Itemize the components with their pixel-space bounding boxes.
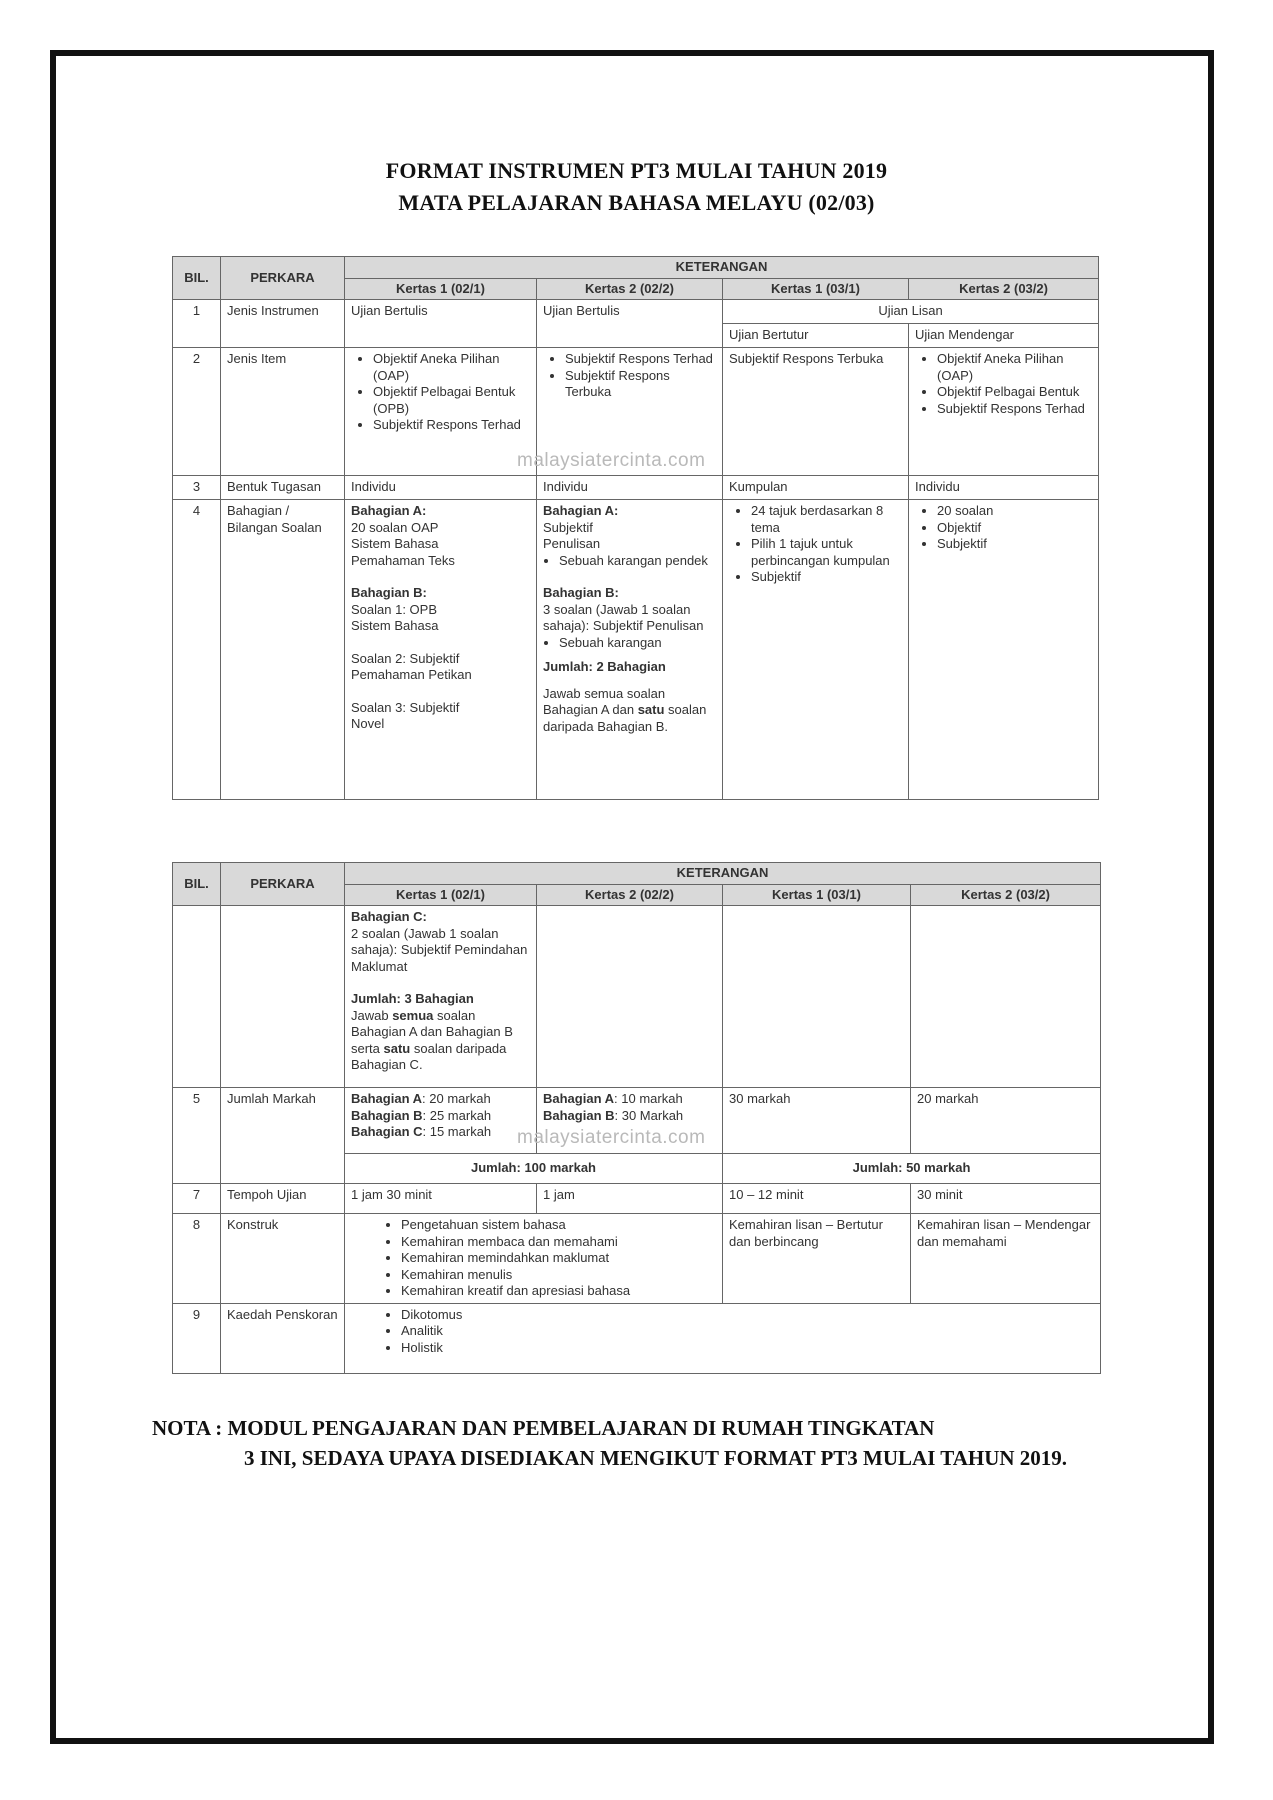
list-item: • Holistik: [401, 1340, 1094, 1357]
header-bil: BIL.: [173, 257, 221, 300]
row-9-perkara: Kaedah Penskoran: [221, 1303, 345, 1373]
list-item: • Dikotomus: [401, 1307, 1094, 1324]
text-line: Bahagian B: 30 Markah: [543, 1107, 684, 1123]
text-line: Bahagian B: 25 markah: [351, 1107, 492, 1123]
nota-note: [152, 1413, 1118, 1473]
row-1-kertas-2: Ujian Bertulis: [537, 300, 723, 348]
list-item: • Subjektif Respons Terhad: [937, 401, 1092, 418]
row-1-bil: 1: [173, 300, 221, 348]
row-4-perkara: Bahagian / Bilangan Soalan: [221, 500, 345, 800]
text-line: Subjektif: [543, 519, 593, 535]
list-item: • Objektif: [937, 520, 1092, 537]
row-5-kertas-1-03: 30 markah: [723, 1088, 911, 1154]
bahagian-b-heading: Bahagian B:: [351, 585, 427, 600]
list-item: • Subjektif: [751, 569, 902, 586]
row-8-kertas-1-03: Kemahiran lisan – Bertutur dan berbincang: [723, 1214, 911, 1304]
row-8-perkara: Konstruk: [221, 1214, 345, 1304]
text-line: Penulisan: [543, 536, 601, 551]
list-item: • Objektif Pelbagai Bentuk (OPB): [373, 384, 530, 417]
text-line: Soalan 3: Subjektif: [351, 699, 460, 715]
row-8-kertas-2-03: Kemahiran lisan – Mendengar dan memahami: [911, 1214, 1101, 1304]
bahagian-c-heading: Bahagian C:: [351, 909, 427, 924]
row-5-bil: 5: [173, 1088, 221, 1184]
row-5-total-03: Jumlah: 50 markah: [723, 1154, 1101, 1184]
document-subtitle: MATA PELAJARAN BAHASA MELAYU (02/03): [398, 190, 875, 215]
row-3-bil: 3: [173, 476, 221, 500]
list-item: • Sebuah karangan pendek: [559, 553, 716, 570]
row-4-kertas-2-03: [909, 500, 1099, 800]
header-keterangan: KETERANGAN: [345, 863, 1101, 885]
row-4-cont-kertas-1-03: [723, 906, 911, 1088]
row-1-kertas-1: Ujian Bertulis: [345, 300, 537, 348]
row-2-kertas-1-03: Subjektif Respons Terbuka: [723, 348, 909, 476]
list-item: • Subjektif: [937, 536, 1092, 553]
row-1-perkara: Jenis Instrumen: [221, 300, 345, 348]
text-line: Novel: [351, 716, 385, 731]
bahagian-b-heading: Bahagian B:: [543, 585, 619, 600]
list-item: • 20 soalan: [937, 503, 1092, 520]
row-7-kertas-1-03: 10 – 12 minit: [723, 1184, 911, 1214]
text-line: Pemahaman Petikan: [351, 667, 472, 682]
list-item: • Pengetahuan sistem bahasa: [401, 1217, 716, 1234]
list-item: • 24 tajuk berdasarkan 8 tema: [751, 503, 902, 536]
header-perkara: PERKARA: [221, 863, 345, 906]
row-1-kertas-1-03: Ujian Bertutur: [723, 324, 909, 348]
header-perkara: PERKARA: [221, 257, 345, 300]
jumlah-bahagian: Jumlah: 3 Bahagian: [351, 991, 474, 1006]
row-4-kertas-2: [537, 500, 723, 800]
bahagian-a-heading: Bahagian A:: [543, 503, 619, 518]
header-kertas-2-02: Kertas 2 (02/2): [537, 278, 723, 300]
row-3-perkara: Bentuk Tugasan: [221, 476, 345, 500]
row-3-kertas-2-03: Individu: [909, 476, 1099, 500]
text-line: Bahagian A: 10 markah: [543, 1091, 683, 1106]
row-3-kertas-1: Individu: [345, 476, 537, 500]
row-8-kertas-02: [345, 1214, 723, 1304]
row-4-kertas-1-03: [723, 500, 909, 800]
list-item: • Objektif Aneka Pilihan (OAP): [937, 351, 1092, 384]
watermark-text: malaysiatercinta.com: [517, 1127, 706, 1148]
list-item: • Kemahiran kreatif dan apresiasi bahasa: [401, 1283, 716, 1300]
row-8-bil: 8: [173, 1214, 221, 1304]
list-item: • Objektif Pelbagai Bentuk: [937, 384, 1092, 401]
list-item: • Objektif Aneka Pilihan (OAP): [373, 351, 530, 384]
row-5-kertas-2-03: 20 markah: [911, 1088, 1101, 1154]
text-line: Pemahaman Teks: [351, 552, 455, 568]
list-item: • Kemahiran membaca dan memahami: [401, 1234, 716, 1251]
text-line: Bahagian A: 20 markah: [351, 1091, 491, 1106]
jumlah-bahagian: Jumlah: 2 Bahagian: [543, 659, 666, 674]
list-item: • Subjektif Respons Terbuka: [565, 368, 716, 401]
list-item: • Kemahiran memindahkan maklumat: [401, 1250, 716, 1267]
row-1-ujian-lisan: Ujian Lisan: [723, 300, 1099, 324]
row-4-kertas-1: [345, 500, 537, 800]
text-line: Sistem Bahasa: [351, 536, 439, 551]
header-bil: BIL.: [173, 863, 221, 906]
row-7-kertas-2: 1 jam: [537, 1184, 723, 1214]
text-line: Sistem Bahasa: [351, 618, 439, 633]
header-kertas-2-03: Kertas 2 (03/2): [911, 884, 1101, 906]
row-2-perkara: Jenis Item: [221, 348, 345, 476]
list-item: • Pilih 1 tajuk untuk perbincangan kumpulan: [751, 536, 902, 569]
row-7-kertas-1: 1 jam 30 minit: [345, 1184, 537, 1214]
format-table-part-2: [172, 862, 1101, 1374]
row-3-kertas-1-03: Kumpulan: [723, 476, 909, 500]
text-line: Soalan 1: OPB: [351, 601, 437, 617]
row-5-perkara: Jumlah Markah: [221, 1088, 345, 1184]
row-1-kertas-2-03: Ujian Mendengar: [909, 324, 1099, 348]
row-2-bil: 2: [173, 348, 221, 476]
row-2-kertas-2-03: [909, 348, 1099, 476]
answer-instruction: Jawab semua soalan Bahagian A dan Bahagian B serta satu soalan daripada Bahagian C.: [351, 1007, 513, 1072]
bahagian-a-heading: Bahagian A:: [351, 503, 427, 518]
row-5-kertas-1: [345, 1088, 537, 1154]
row-4-cont-bil: [173, 906, 221, 1088]
text-line: 20 soalan OAP: [351, 519, 439, 535]
watermark-text: malaysiatercinta.com: [517, 450, 706, 471]
list-item: • Kemahiran menulis: [401, 1267, 716, 1284]
row-9-kaedah: [345, 1303, 1101, 1373]
nota-line-1: NOTA : MODUL PENGAJARAN DAN PEMBELAJARAN DI RUMAH TINGKATAN: [152, 1416, 935, 1440]
row-4-cont-kertas-1: [345, 906, 537, 1088]
header-kertas-1-02: Kertas 1 (02/1): [345, 278, 537, 300]
row-7-kertas-2-03: 30 minit: [911, 1184, 1101, 1214]
text-line: Soalan 2: Subjektif: [351, 650, 460, 666]
list-item: • Subjektif Respons Terhad: [373, 417, 530, 434]
header-kertas-2-02: Kertas 2 (02/2): [537, 884, 723, 906]
header-keterangan: KETERANGAN: [345, 257, 1099, 279]
text-line: 2 soalan (Jawab 1 soalan sahaja): Subjektif Pemindahan Maklumat: [351, 925, 528, 974]
answer-instruction: Jawab semua soalan Bahagian A dan satu soalan daripada Bahagian B.: [543, 685, 707, 734]
text-line: 3 soalan (Jawab 1 soalan sahaja): Subjektif Penulisan: [543, 601, 704, 633]
row-4-bil: 4: [173, 500, 221, 800]
row-4-cont-kertas-2: [537, 906, 723, 1088]
header-kertas-2-03: Kertas 2 (03/2): [909, 278, 1099, 300]
header-kertas-1-02: Kertas 1 (02/1): [345, 884, 537, 906]
row-2-kertas-1: [345, 348, 537, 476]
nota-line-2: 3 INI, SEDAYA UPAYA DISEDIAKAN MENGIKUT FORMAT PT3 MULAI TAHUN 2019.: [244, 1446, 1068, 1470]
list-item: • Analitik: [401, 1323, 1094, 1340]
row-7-perkara: Tempoh Ujian: [221, 1184, 345, 1214]
row-3-kertas-2: Individu: [537, 476, 723, 500]
row-4-cont-perkara: [221, 906, 345, 1088]
document-title: FORMAT INSTRUMEN PT3 MULAI TAHUN 2019: [385, 158, 888, 183]
list-item: • Subjektif Respons Terhad: [565, 351, 716, 368]
row-9-bil: 9: [173, 1303, 221, 1373]
header-kertas-1-03: Kertas 1 (03/1): [723, 884, 911, 906]
row-4-cont-kertas-2-03: [911, 906, 1101, 1088]
format-table-part-1: [172, 256, 1099, 800]
row-7-bil: 7: [173, 1184, 221, 1214]
row-5-total-02: Jumlah: 100 markah: [345, 1154, 723, 1184]
text-line: Bahagian C: 15 markah: [351, 1124, 492, 1139]
list-item: • Sebuah karangan: [559, 635, 716, 652]
header-kertas-1-03: Kertas 1 (03/1): [723, 278, 909, 300]
